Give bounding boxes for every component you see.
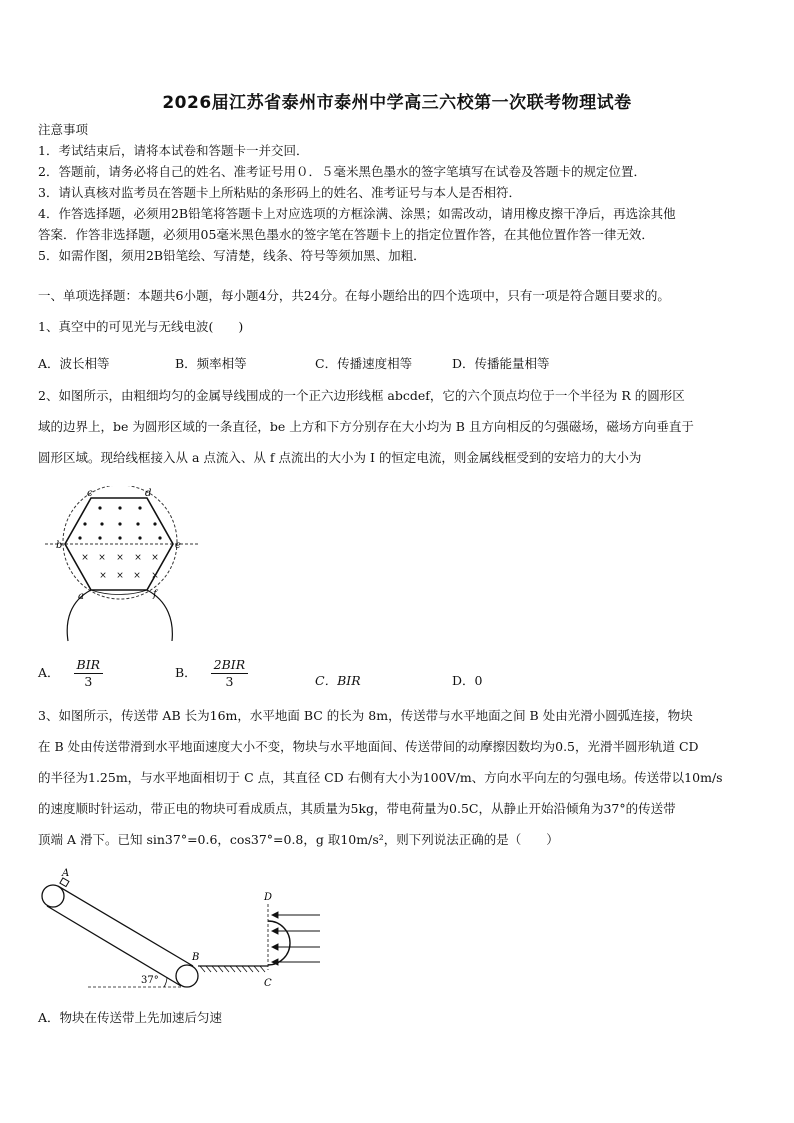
pulley-b <box>176 965 198 987</box>
notice-heading: 注意事项 <box>38 122 89 137</box>
q2-option-a-fraction <box>74 657 104 690</box>
q2-stem <box>38 380 760 473</box>
page-title: 2026届江苏省泰州市泰州中学高三六校第一次联考物理试卷 <box>162 93 632 113</box>
field-dots <box>78 506 161 539</box>
notice-item: 3．请认真核对监考员在答题卡上所粘贴的条形码上的姓名、准考证号与本人是否相符． <box>38 185 521 200</box>
label-angle: 37° <box>141 975 159 986</box>
fraction-denominator: 3 <box>84 674 93 689</box>
q2-option-c: C．BIR <box>315 673 361 688</box>
notice-section <box>38 119 676 266</box>
label-a: A <box>62 868 70 879</box>
block <box>60 878 69 887</box>
q2-line: 2、如图所示，由粗细均匀的金属导线围成的一个正六边形线框 abcdef，它的六个顶点均位于一个半径为 R 的圆形区 <box>38 388 685 403</box>
conveyor-figure <box>38 866 328 996</box>
q3-stem <box>38 700 760 855</box>
svg-text:×: × <box>99 571 107 581</box>
q1-option-c: C．传播速度相等 <box>315 356 413 371</box>
notice-item: 1．考试结束后，请将本试卷和答题卡一并交回． <box>38 143 309 158</box>
q2-option-b-label: B． <box>175 665 197 680</box>
notice-item: 4．作答选择题，必须用2B铅笔将答题卡上对应选项的方框涂满、涂黑；如需改动，请用橡皮擦干净后，再选涂其他 <box>38 206 676 221</box>
label-d: D <box>264 892 273 903</box>
label-c: c <box>87 488 93 499</box>
q2-option-a <box>38 657 103 690</box>
angle-arc <box>164 977 167 987</box>
svg-text:×: × <box>116 553 124 563</box>
q2-option-b-fraction <box>211 657 249 690</box>
hexagon-coil-figure <box>40 486 200 646</box>
svg-text:×: × <box>133 571 141 581</box>
label-d: d <box>145 488 152 499</box>
belt-top <box>58 886 193 966</box>
belt-bottom <box>47 906 181 986</box>
q3-line: 3、如图所示，传送带 AB 长为16m，水平地面 BC 的长为 8m，传送带与水平地面之间 B 处由光滑小圆弧连接，物块 <box>38 708 693 723</box>
svg-text:×: × <box>81 553 89 563</box>
svg-text:×: × <box>116 571 124 581</box>
field-circle <box>63 486 177 599</box>
q3-option-a: A．物块在传送带上先加速后匀速 <box>38 1010 223 1025</box>
q3-line: 在 B 处由传送带滑到水平地面速度大小不变，物块与水平地面间、传送带间的动摩擦因数均为0.5，光滑半圆形轨道 CD <box>38 739 699 754</box>
ground-hatch <box>200 966 265 972</box>
label-f: f <box>153 589 157 600</box>
svg-text:×: × <box>134 553 142 563</box>
q2-line: 域的边界上，be 为圆形区域的一条直径，be 上方和下方分别存在大小均为 B 且方向相反的匀强磁场，磁场方向垂直于 <box>38 419 694 434</box>
q3-line: 的速度顺时针运动，带正电的物块可看成质点，其质量为5kg，带电荷量为0.5C，从静止开始沿倾角为37°的传送带 <box>38 801 676 816</box>
q2-line: 圆形区域。现给线框接入从 a 点流入、从 f 点流出的大小为 I 的恒定电流，则金属线框受到的安培力的大小为 <box>38 450 642 465</box>
fraction-numerator: 2BIR <box>211 657 249 674</box>
field-crosses <box>81 553 159 581</box>
field-arrows <box>272 912 320 965</box>
q1-option-d: D．传播能量相等 <box>452 356 550 371</box>
section-heading: 一、单项选择题：本题共6小题，每小题4分，共24分。在每小题给出的四个选项中，只有一项是符合题目要求的。 <box>38 288 670 303</box>
notice-item: 2．答题前，请务必将自己的姓名、准考证号用０．５毫米黑色墨水的签字笔填写在试卷及答题卡的规定位置． <box>38 164 646 179</box>
q1-stem: 1、真空中的可见光与无线电波( ) <box>38 319 244 334</box>
lead-wire-f <box>147 590 172 641</box>
label-c: C <box>264 978 272 989</box>
q2-option-d: D．0 <box>452 673 483 688</box>
q1-option-a: A．波长相等 <box>38 356 110 371</box>
label-a: a <box>78 591 84 602</box>
q1-option-b: B．频率相等 <box>175 356 247 371</box>
fraction-denominator: 3 <box>225 674 234 689</box>
fraction-numerator: BIR <box>74 657 104 674</box>
label-e: e <box>175 540 181 551</box>
notice-item: 答案．作答非选择题，必须用05毫米黑色墨水的签字笔在答题卡上的指定位置作答，在其他位置作答一律无效． <box>38 227 654 242</box>
q2-option-a-label: A． <box>38 665 60 680</box>
svg-text:×: × <box>151 571 159 581</box>
q2-option-b <box>175 657 248 690</box>
q3-line: 的半径为1.25m，与水平地面相切于 C 点，其直径 CD 右侧有大小为100V/m、方向水平向左的匀强电场。传送带以10m/s <box>38 770 723 785</box>
svg-text:×: × <box>151 553 159 563</box>
q3-line: 顶端 A 滑下。已知 sin37°=0.6，cos37°=0.8，g 取10m/s²，则下列说法正确的是（ ） <box>38 832 559 847</box>
label-b: B <box>192 952 200 963</box>
svg-text:×: × <box>98 553 106 563</box>
label-b: b <box>56 540 63 551</box>
notice-item: 5．如需作图，须用2B铅笔绘、写清楚，线条、符号等须加黑、加粗． <box>38 248 426 263</box>
semicircle-track <box>268 921 290 965</box>
